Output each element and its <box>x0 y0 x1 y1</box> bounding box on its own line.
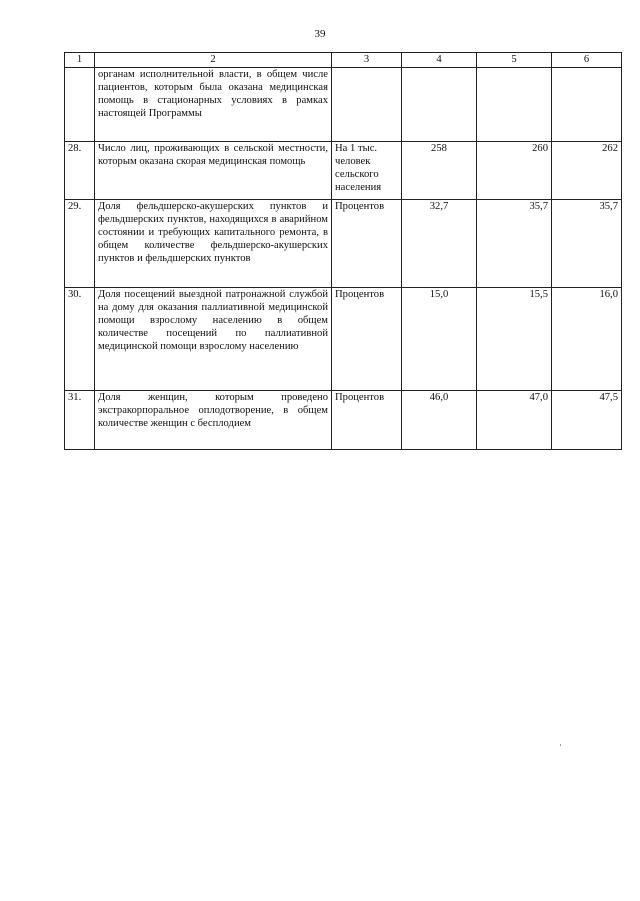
column-header-3: 3 <box>332 53 402 68</box>
row-value-4 <box>402 68 477 142</box>
row-number: 29. <box>65 200 95 288</box>
table-row <box>65 68 622 142</box>
column-header-5: 5 <box>477 53 552 68</box>
row-value-4: 258 <box>402 142 477 200</box>
row-value-4: 46,0 <box>402 391 477 450</box>
row-unit: Процентов <box>332 391 402 450</box>
column-header-4: 4 <box>402 53 477 68</box>
row-value-4: 32,7 <box>402 200 477 288</box>
row-unit: На 1 тыс. человек сельского населения <box>332 142 402 200</box>
column-header-2: 2 <box>95 53 332 68</box>
page-number: 39 <box>314 28 326 40</box>
table-row <box>65 288 622 391</box>
row-unit: Процентов <box>332 200 402 288</box>
row-number <box>65 68 95 142</box>
row-value-6: 16,0 <box>552 288 622 391</box>
row-unit: Процентов <box>332 288 402 391</box>
row-description: Доля женщин, которым проведено экстракорпоральное оплодотворение, в общем количестве женщин с бесплодием <box>95 391 332 450</box>
row-value-4: 15,0 <box>402 288 477 391</box>
row-value-5: 47,0 <box>477 391 552 450</box>
scan-speck <box>560 744 561 746</box>
row-description: Доля посещений выездной патронажной службой на дому для оказания паллиативной медицинской помощи взрослому населению в общем количестве посещений по паллиативной медицинской помощи взрослому населению <box>95 288 332 391</box>
row-value-6: 262 <box>552 142 622 200</box>
indicators-table <box>64 52 622 450</box>
table-row <box>65 391 622 450</box>
row-value-5 <box>477 68 552 142</box>
row-number: 30. <box>65 288 95 391</box>
row-description: органам исполнительной власти, в общем числе пациентов, которым была оказана медицинская помощь в стационарных условиях в рамках настоящей Программы <box>95 68 332 142</box>
row-value-6: 35,7 <box>552 200 622 288</box>
table-row <box>65 200 622 288</box>
row-value-5: 35,7 <box>477 200 552 288</box>
row-number: 28. <box>65 142 95 200</box>
row-number: 31. <box>65 391 95 450</box>
header-row <box>65 53 622 68</box>
row-value-5: 260 <box>477 142 552 200</box>
row-description: Доля фельдшерско-акушерских пунктов и фельдшерских пунктов, находящихся в аварийном состоянии и требующих капитального ремонта, в общем количестве фельдшерско-акушерских пунктов и фельдшерских пунктов <box>95 200 332 288</box>
row-value-6: 47,5 <box>552 391 622 450</box>
row-value-5: 15,5 <box>477 288 552 391</box>
table-row <box>65 142 622 200</box>
column-header-1: 1 <box>65 53 95 68</box>
column-header-6: 6 <box>552 53 622 68</box>
row-description: Число лиц, проживающих в сельской местности, которым оказана скорая медицинская помощь <box>95 142 332 200</box>
row-value-6 <box>552 68 622 142</box>
row-unit <box>332 68 402 142</box>
